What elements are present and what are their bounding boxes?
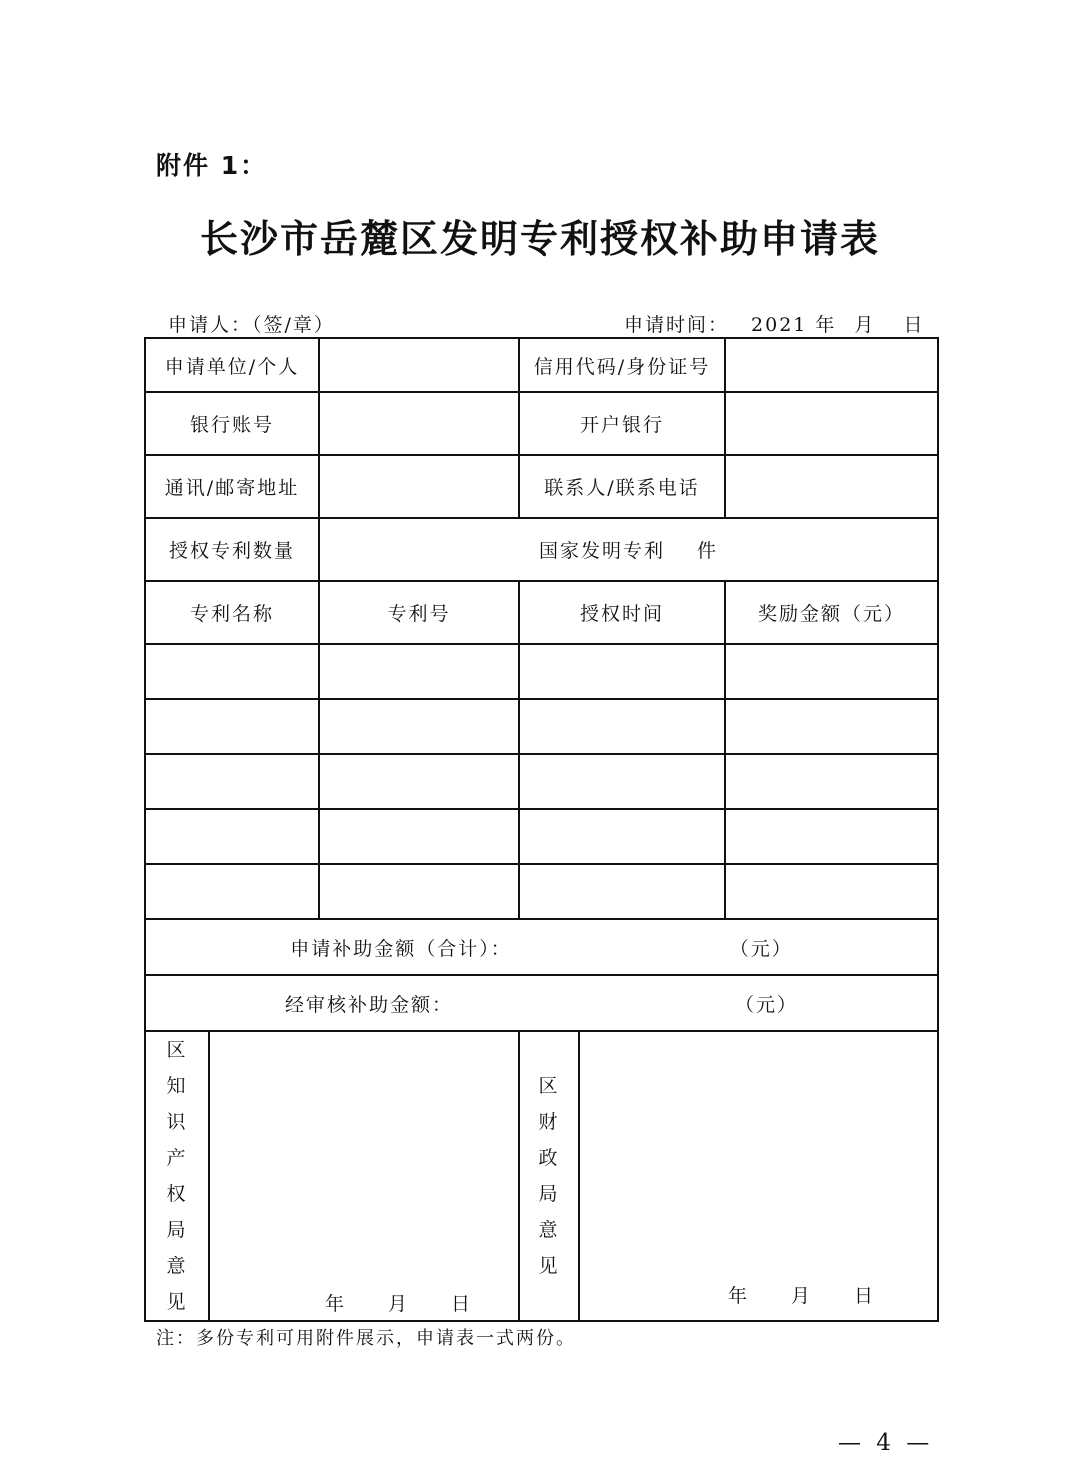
form-title: 长沙市岳麓区发明专利授权补助申请表 bbox=[199, 217, 880, 261]
finance-office-date-year: 年 bbox=[728, 1285, 750, 1307]
reward-amount-cell[interactable] bbox=[725, 809, 938, 864]
apply-time-month: 月 bbox=[854, 314, 876, 336]
patent-number-cell[interactable] bbox=[319, 699, 519, 754]
unit-value-field[interactable] bbox=[319, 338, 519, 392]
reward-amount-cell[interactable] bbox=[725, 864, 938, 919]
finance-office-label bbox=[519, 1031, 579, 1321]
total-amount-label: 申请补助金额（合计）： bbox=[290, 937, 512, 960]
finance-office-label-char: 意 bbox=[538, 1219, 560, 1241]
grant-date-cell[interactable] bbox=[519, 864, 725, 919]
bank-value-field[interactable] bbox=[725, 392, 938, 455]
ip-office-opinion-field[interactable] bbox=[209, 1031, 519, 1321]
finance-office-label-char: 区 bbox=[538, 1075, 560, 1097]
patent-name-cell[interactable] bbox=[145, 699, 319, 754]
bank-account-value-field[interactable] bbox=[319, 392, 519, 455]
ip-office-label-char: 见 bbox=[166, 1291, 188, 1313]
patent-count-unit: 件 bbox=[697, 540, 719, 562]
grant-date-cell[interactable] bbox=[519, 699, 725, 754]
ip-office-date-year: 年 bbox=[325, 1293, 347, 1315]
address-label: 通讯/邮寄地址 bbox=[145, 455, 319, 518]
footnote: 注：多份专利可用附件展示，申请表一式两份。 bbox=[156, 1328, 576, 1349]
apply-time-label: 申请时间： bbox=[624, 314, 730, 336]
apply-time bbox=[624, 310, 924, 337]
patent-number-cell[interactable] bbox=[319, 644, 519, 699]
ip-office-date-day: 日 bbox=[451, 1293, 473, 1315]
ip-office-date bbox=[325, 1289, 472, 1316]
patent-row bbox=[145, 754, 938, 809]
ip-office-label bbox=[145, 1031, 209, 1321]
grant-date-cell[interactable] bbox=[519, 644, 725, 699]
patent-name-cell[interactable] bbox=[145, 809, 319, 864]
credit-code-value-field[interactable] bbox=[725, 338, 938, 392]
patent-number-cell[interactable] bbox=[319, 754, 519, 809]
ip-office-label-char: 局 bbox=[166, 1219, 188, 1241]
ip-office-label-char: 识 bbox=[166, 1111, 188, 1133]
patent-name-cell[interactable] bbox=[145, 864, 319, 919]
finance-office-date-day: 日 bbox=[854, 1285, 876, 1307]
reward-amount-cell[interactable] bbox=[725, 699, 938, 754]
grant-date-cell[interactable] bbox=[519, 809, 725, 864]
address-value-field[interactable] bbox=[319, 455, 519, 518]
applicant-signature-label: 申请人：（签/章） bbox=[168, 314, 335, 336]
patent-number-cell[interactable] bbox=[319, 864, 519, 919]
grant-date-cell[interactable] bbox=[519, 754, 725, 809]
patent-number-cell[interactable] bbox=[319, 809, 519, 864]
patent-row bbox=[145, 699, 938, 754]
reviewed-amount-row[interactable] bbox=[145, 975, 938, 1031]
total-amount-unit: （元） bbox=[729, 937, 793, 960]
reviewed-amount-label: 经审核补助金额： bbox=[284, 993, 453, 1016]
finance-office-label-char: 财 bbox=[538, 1111, 560, 1133]
patent-count-field[interactable] bbox=[319, 518, 938, 581]
patent-row bbox=[145, 809, 938, 864]
patent-row bbox=[145, 644, 938, 699]
reward-amount-cell[interactable] bbox=[725, 644, 938, 699]
bank-label: 开户银行 bbox=[519, 392, 725, 455]
unit-label: 申请单位/个人 bbox=[145, 338, 319, 392]
patent-count-label: 授权专利数量 bbox=[145, 518, 319, 581]
ip-office-label-char: 产 bbox=[166, 1147, 188, 1169]
finance-office-label-char: 政 bbox=[538, 1147, 560, 1169]
header-grant-date: 授权时间 bbox=[519, 581, 725, 644]
reviewed-amount-unit: （元） bbox=[735, 993, 799, 1016]
ip-office-label-char: 区 bbox=[166, 1039, 188, 1061]
patent-name-cell[interactable] bbox=[145, 754, 319, 809]
attachment-label: 附件 1： bbox=[156, 151, 268, 180]
reward-amount-cell[interactable] bbox=[725, 754, 938, 809]
ip-office-label-char: 知 bbox=[166, 1075, 188, 1097]
ip-office-date-month: 月 bbox=[388, 1293, 410, 1315]
credit-code-label: 信用代码/身份证号 bbox=[519, 338, 725, 392]
finance-office-date bbox=[728, 1281, 875, 1308]
header-patent-number: 专利号 bbox=[319, 581, 519, 644]
contact-value-field[interactable] bbox=[725, 455, 938, 518]
header-reward-amount: 奖励金额（元） bbox=[725, 581, 938, 644]
finance-office-label-char: 局 bbox=[538, 1183, 560, 1205]
header-patent-name: 专利名称 bbox=[145, 581, 319, 644]
application-form-table bbox=[144, 337, 939, 1322]
patent-count-text: 国家发明专利 bbox=[538, 540, 665, 562]
total-amount-row[interactable] bbox=[145, 919, 938, 975]
finance-office-opinion-field[interactable] bbox=[579, 1031, 938, 1321]
ip-office-label-char: 权 bbox=[166, 1183, 188, 1205]
patent-row bbox=[145, 864, 938, 919]
contact-label: 联系人/联系电话 bbox=[519, 455, 725, 518]
apply-time-day: 日 bbox=[903, 314, 925, 336]
finance-office-date-month: 月 bbox=[791, 1285, 813, 1307]
patent-name-cell[interactable] bbox=[145, 644, 319, 699]
page-number: — 4 — bbox=[838, 1430, 934, 1456]
bank-account-label: 银行账号 bbox=[145, 392, 319, 455]
ip-office-label-char: 意 bbox=[166, 1255, 188, 1277]
finance-office-label-char: 见 bbox=[538, 1255, 560, 1277]
apply-time-year: 2021 年 bbox=[751, 314, 837, 336]
